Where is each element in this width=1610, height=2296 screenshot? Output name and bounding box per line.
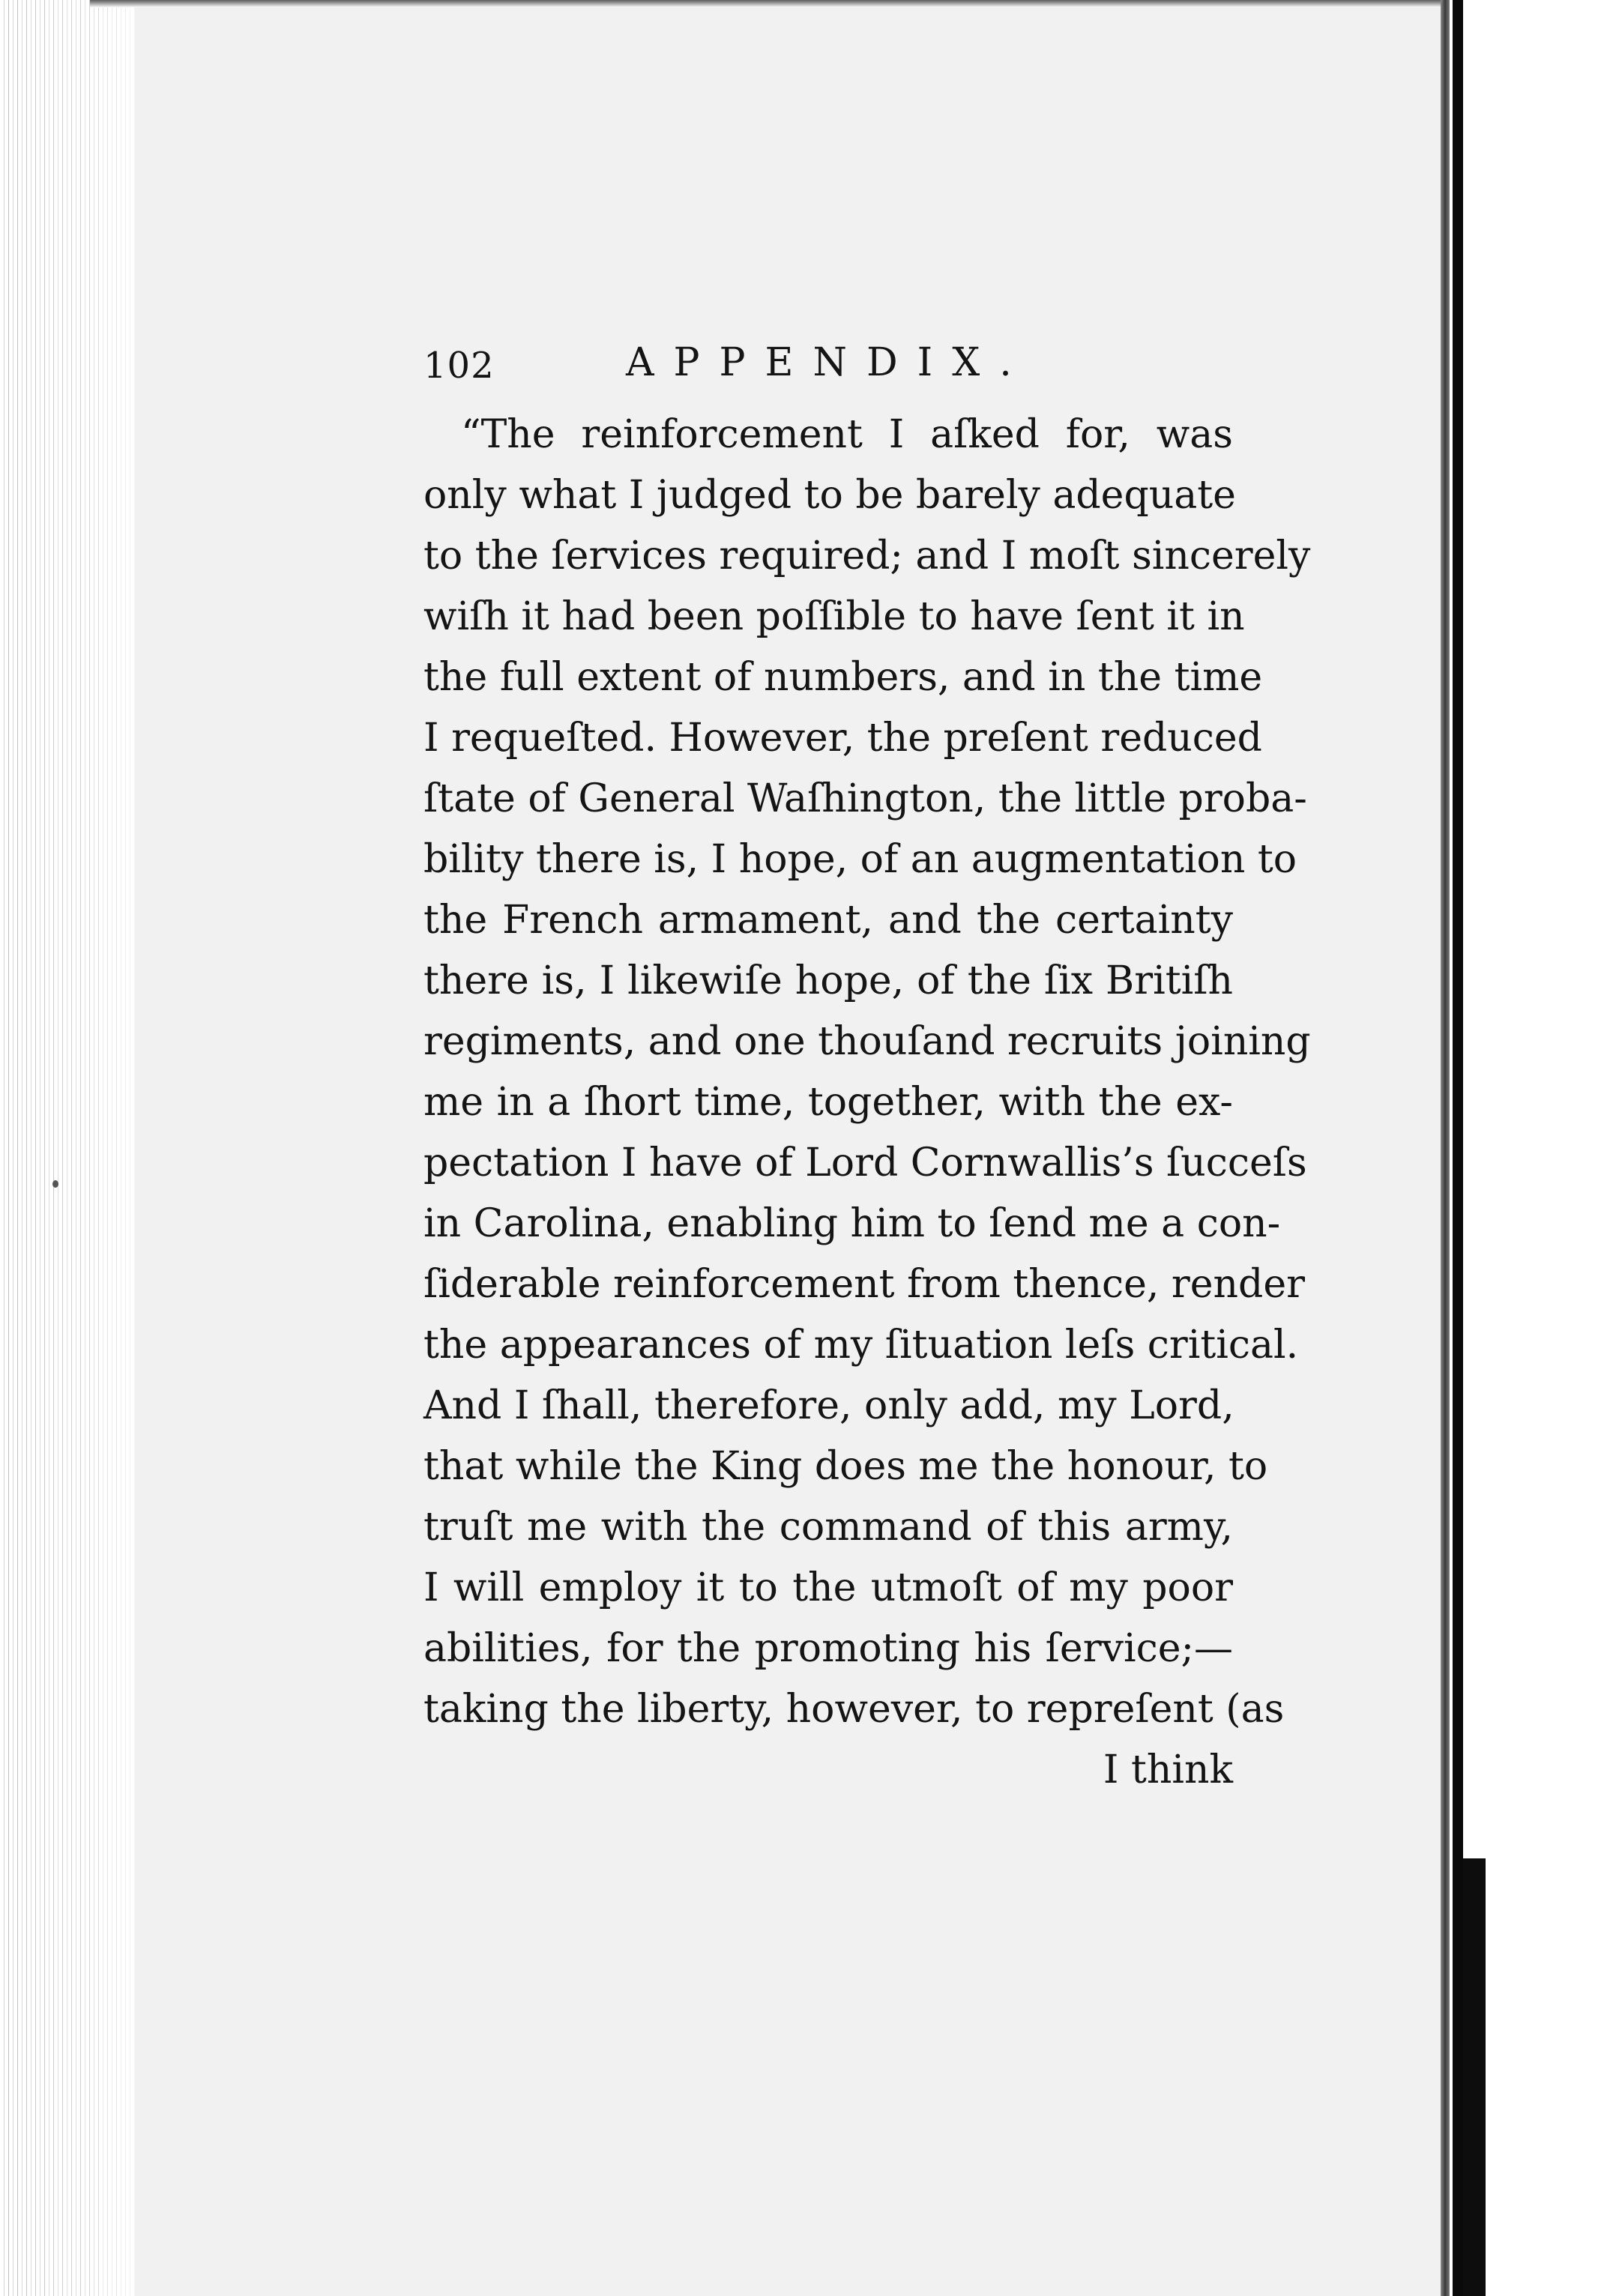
text-line: the appearances of my ſituation leſs critical.: [423, 1323, 1299, 1368]
text-line: I requeſted. However, the preſent reduced: [423, 716, 1262, 761]
catchword: I think: [1103, 1747, 1233, 1792]
scan-border-bar-lower: [1463, 1858, 1486, 2296]
text-line: to the ſervices required; and I moſt sincerely: [423, 534, 1311, 578]
text-line: ſiderable reinforcement from thence, render: [423, 1262, 1305, 1307]
page-number: 102: [423, 345, 495, 387]
text-line: pectation I have of Lord Cornwallis’s ſucceſs: [423, 1141, 1307, 1185]
text-line: I will employ it to the utmoſt of my poor: [423, 1565, 1233, 1610]
text-line: there is, I likewiſe hope, of the ſix Britiſh: [423, 958, 1233, 1003]
running-head: APPENDIX.: [626, 340, 1031, 385]
text-line: taking the liberty, however, to repreſent (as: [423, 1687, 1285, 1732]
text-line: in Carolina, enabling him to ſend me a con-: [423, 1201, 1281, 1246]
page-header: [423, 330, 1255, 405]
text-line: truſt me with the command of this army,: [423, 1505, 1233, 1550]
text-line: “The reinforcement I aſked for, was: [461, 412, 1233, 457]
page-content: [423, 330, 1311, 1792]
text-line: the full extent of numbers, and in the time: [423, 655, 1263, 700]
top-edge-shadow: [90, 0, 1447, 7]
scan-border-bar: [1453, 0, 1463, 2296]
ink-speck: [52, 1180, 58, 1188]
text-line: bility there is, I hope, of an augmentation to: [423, 837, 1297, 882]
text-line: regiments, and one thouſand recruits joining: [423, 1019, 1311, 1064]
text-line: the French armament, and the certainty: [423, 898, 1233, 943]
page-gutter-edge: [1441, 0, 1450, 2296]
text-line: And I ſhall, therefore, only add, my Lord,: [423, 1383, 1234, 1428]
text-line: abilities, for the promoting his ſervice;—: [423, 1626, 1233, 1671]
text-line: me in a ſhort time, together, with the ex-: [423, 1080, 1233, 1125]
text-line: wiſh it had been poſſible to have ſent it in: [423, 594, 1245, 639]
text-line: ſtate of General Waſhington, the little proba-: [423, 776, 1307, 821]
book-page-edges: [0, 0, 150, 2296]
text-line: only what I judged to be barely adequate: [423, 473, 1236, 518]
text-line: that while the King does me the honour, to: [423, 1444, 1268, 1489]
